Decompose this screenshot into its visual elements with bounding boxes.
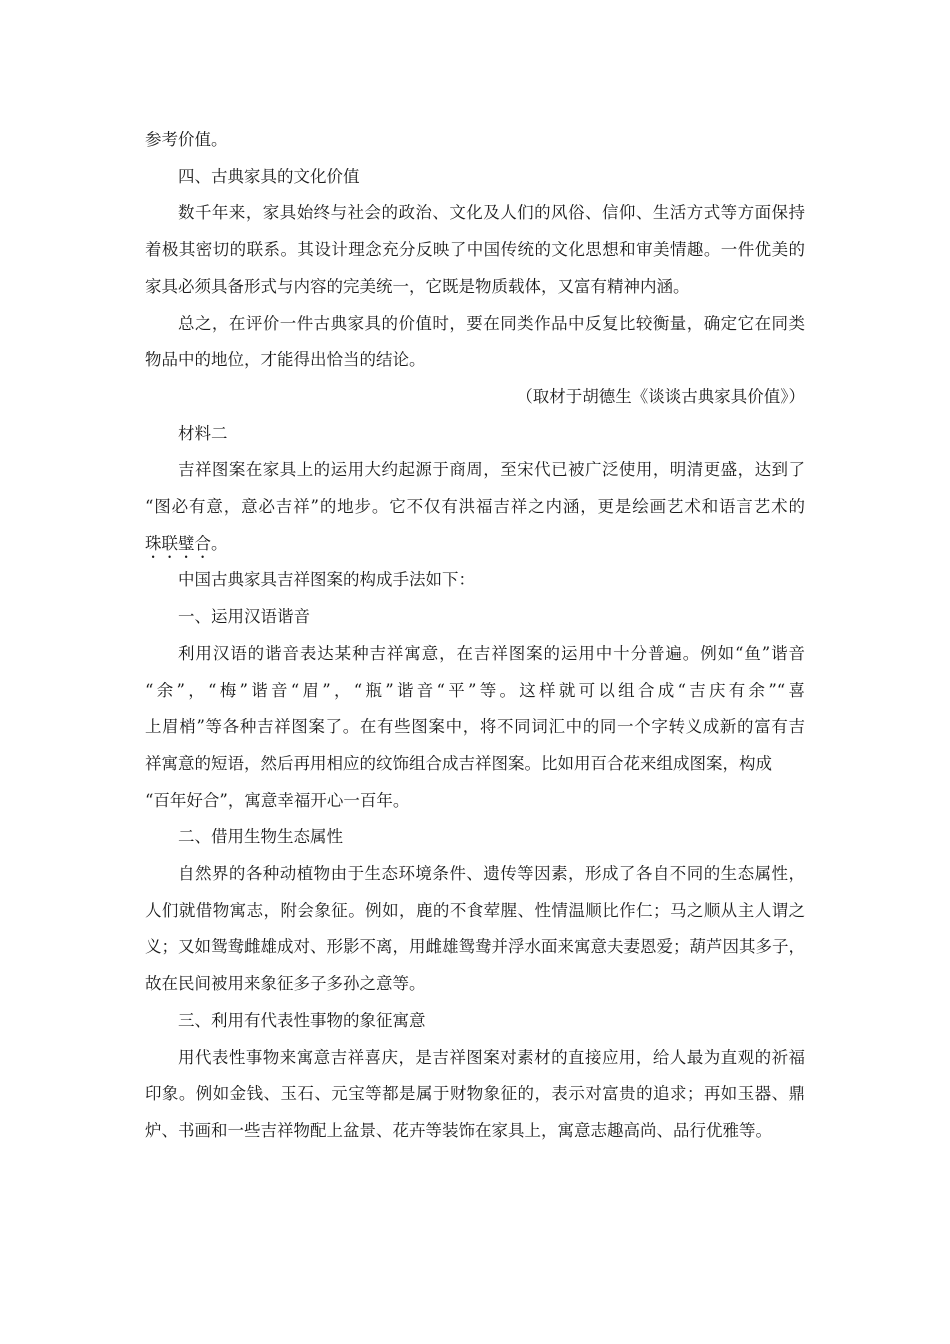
text-line: 利用汉语的谐音表达某种吉祥寓意，在吉祥图案的运用中十分普遍。例如“鱼”谐音 bbox=[178, 643, 805, 663]
source-citation: （取材于胡德生《谈谈古典家具价值》） bbox=[516, 386, 805, 406]
text-line: 自然界的各种动植物由于生态环境条件、遗传等因素，形成了各自不同的生态属性， bbox=[178, 864, 805, 884]
text-line: 用代表性事物来寓意吉祥喜庆，是吉祥图案对素材的直接应用，给人最为直观的祈福 bbox=[178, 1047, 805, 1067]
section-heading: 三、利用有代表性事物的象征寓意 bbox=[178, 1010, 426, 1030]
text-line: 吉祥图案在家具上的运用大约起源于商周，至宋代已被广泛使用，明清更盛，达到了 bbox=[178, 460, 805, 480]
text-line: 印象。例如金钱、玉石、元宝等都是属于财物象征的，表示对富贵的追求；再如玉器、鼎 bbox=[145, 1084, 805, 1104]
text-line: 家具必须具备形式与内容的完美统一，它既是物质载体，又富有精神内涵。 bbox=[145, 276, 690, 296]
text-line: 中国古典家具吉祥图案的构成手法如下： bbox=[178, 570, 475, 590]
text-line: 总之，在评价一件古典家具的价值时，要在同类作品中反复比较衡量，确定它在同类 bbox=[178, 313, 805, 333]
text-line: 故在民间被用来象征多子多孙之意等。 bbox=[145, 974, 426, 994]
section-heading: 四、古典家具的文化价值 bbox=[178, 166, 360, 186]
text-line: “余”，“梅”谐音“眉”，“瓶”谐音“平”等。这样就可以组合成“吉庆有余”“喜 bbox=[145, 680, 805, 700]
section-heading: 一、运用汉语谐音 bbox=[178, 607, 310, 627]
text-line: 祥寓意的短语，然后再用相应的纹饰组合成吉祥图案。比如用百合花来组成图案，构成 bbox=[145, 753, 772, 773]
text-line: “图必有意，意必吉祥”的地步。它不仅有洪福吉祥之内涵，更是绘画艺术和语言艺术的 bbox=[145, 497, 805, 517]
text-line: 炉、书画和一些吉祥物配上盆景、花卉等装饰在家具上，寓意志趣高尚、品行优雅等。 bbox=[145, 1120, 772, 1140]
text-line: 参考价值。 bbox=[145, 130, 228, 149]
text-line: “百年好合”，寓意幸福开心一百年。 bbox=[145, 790, 410, 810]
document-page bbox=[145, 122, 805, 1150]
text-line: 人们就借物寓志，附会象征。例如，鹿的不食荤腥、性情温顺比作仁；马之顺从主人谓之 bbox=[145, 900, 805, 920]
text-line: 义；又如鸳鸯雌雄成对、形影不离，用雌雄鸳鸯并浮水面来寓意夫妻恩爱；葫芦因其多子， bbox=[145, 937, 805, 957]
text-line: 上眉梢”等各种吉祥图案了。在有些图案中，将不同词汇中的同一个字转义成新的富有吉 bbox=[145, 717, 805, 737]
material-heading: 材料二 bbox=[178, 423, 228, 443]
emphasized-phrase: 珠联璧合。 bbox=[145, 533, 228, 553]
section-heading: 二、借用生物生态属性 bbox=[178, 827, 343, 847]
text-line: 着极其密切的联系。其设计理念充分反映了中国传统的文化思想和审美情趣。一件优美的 bbox=[145, 240, 805, 260]
text-line: 物品中的地位，才能得出恰当的结论。 bbox=[145, 350, 426, 370]
text-line: 数千年来，家具始终与社会的政治、文化及人们的风俗、信仰、生活方式等方面保持 bbox=[178, 203, 805, 223]
